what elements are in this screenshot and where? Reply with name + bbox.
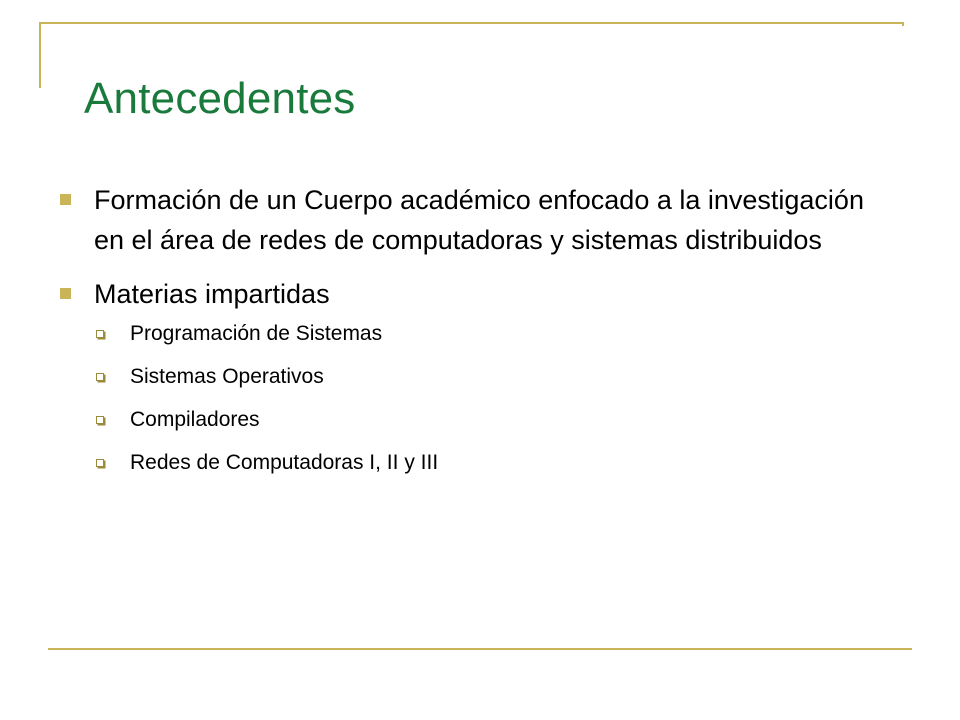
subject-item (94, 449, 900, 477)
subject-label: Redes de Computadoras I, II y III (130, 451, 439, 474)
subject-item (94, 320, 900, 348)
bullet-list (60, 180, 900, 492)
hollow-square-bullet-icon (96, 416, 104, 424)
square-bullet-icon (60, 194, 71, 205)
subject-label: Programación de Sistemas (130, 322, 383, 345)
hollow-square-bullet-icon (96, 373, 104, 381)
bullet-text: Materias impartidas (94, 279, 330, 309)
right-border-tick (902, 22, 904, 26)
bullet-text: Formación de un Cuerpo académico enfocado a la investigación en el área de redes de computadoras y sistemas distribuidos (94, 185, 864, 255)
hollow-square-bullet-icon (96, 459, 104, 467)
subject-label: Compiladores (130, 408, 260, 431)
subject-item (94, 363, 900, 391)
slide-title: Antecedentes (84, 74, 356, 123)
subject-list (94, 320, 900, 477)
bottom-border-rule (48, 648, 912, 650)
bullet-item-cuerpo-academico (60, 180, 900, 260)
bullet-item-materias (60, 274, 900, 477)
subject-item (94, 406, 900, 434)
subject-label: Sistemas Operativos (130, 365, 324, 388)
left-border-rule (39, 22, 41, 88)
square-bullet-icon (60, 288, 71, 299)
hollow-square-bullet-icon (96, 330, 104, 338)
top-border-rule (40, 22, 904, 24)
